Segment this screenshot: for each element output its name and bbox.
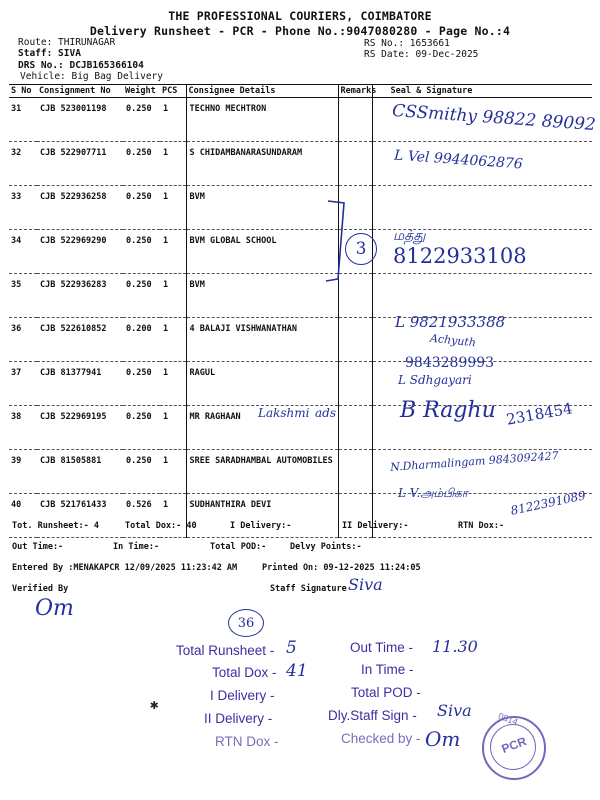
cell-weight: 0.250: [123, 186, 160, 230]
handwritten-signature-row-39: N.Dharmalingam 9843092427: [389, 449, 560, 474]
printed-on: Printed On: 09-12-2025 11:24:05: [262, 563, 421, 573]
cell-pcs: 1: [160, 142, 186, 186]
handwritten-signature-row-38: B Raghu: [400, 398, 496, 423]
verified-by: Verified By: [12, 584, 69, 594]
stamp-in-time: In Time -: [361, 662, 414, 677]
stamp-rtn-dox: RTN Dox -: [215, 734, 279, 749]
col-sno: S No: [9, 85, 37, 98]
col-pcs: PCS: [160, 85, 186, 98]
stamp-ii-delivery: II Delivery -: [204, 711, 273, 726]
cell-pcs: 1: [160, 406, 186, 450]
company-title: THE PROFESSIONAL COURIERS, COIMBATORE: [168, 9, 432, 23]
cell-consignee: S CHIDAMBANARASUNDARAM: [186, 142, 338, 186]
cell-remarks: [338, 98, 372, 142]
cell-remarks: [338, 406, 372, 450]
cell-weight: 0.250: [123, 406, 160, 450]
entered-by: Entered By :MENAKAPCR 12/09/2025 11:23:42 AM: [12, 563, 238, 573]
cell-remarks: [338, 362, 372, 406]
table-row: [9, 274, 592, 318]
staff-signature: Siva: [348, 575, 383, 594]
col-consignment: Consignment No: [37, 85, 123, 98]
col-seal-signature: Seal & Signature: [372, 85, 592, 98]
seal-ring-text: 0814: [496, 710, 520, 728]
drs-number: DRS No.: DCJB165366104: [18, 60, 144, 71]
pcr-seal: [482, 710, 546, 780]
cell-consignment: CJB 522907711: [37, 142, 123, 186]
cell-sno: 36: [9, 318, 37, 362]
handwritten-number-row-38: 2318454: [504, 399, 574, 429]
cell-pcs: 1: [160, 230, 186, 274]
handwritten-signature-row-31: CSSmithy 98822 89092: [391, 100, 597, 136]
cell-weight: 0.250: [123, 362, 160, 406]
total-runsheet: Tot. Runsheet:- 4: [12, 521, 99, 531]
staff-signature-label: Staff Signature: [270, 584, 347, 594]
staff: Staff: SIVA: [18, 48, 81, 59]
handwritten-tamil-row-34: மத்து: [393, 228, 426, 244]
cell-consignment: CJB 522969195: [37, 406, 123, 450]
cell-pcs: 1: [160, 274, 186, 318]
cell-weight: 0.250: [123, 450, 160, 494]
cell-weight: 0.250: [123, 98, 160, 142]
route: Route: THIRUNAGAR: [18, 37, 116, 48]
cell-weight: 0.250: [123, 142, 160, 186]
cell-consignee: BVM: [186, 274, 338, 318]
cell-pcs: 1: [160, 450, 186, 494]
verified-signature: Om: [35, 596, 74, 621]
cell-pcs: 1: [160, 494, 186, 538]
i-delivery: I Delivery:-: [230, 521, 292, 531]
cell-remarks: [338, 142, 372, 186]
ii-delivery: II Delivery:-: [342, 521, 409, 531]
cell-consignee: MR RAGHAAN: [186, 406, 338, 450]
handwritten-number-row-40: 8122391089: [509, 488, 587, 518]
cell-remarks: [338, 318, 372, 362]
cell-sno: 39: [9, 450, 37, 494]
handwritten-out-time: 11.30: [432, 637, 478, 656]
handwritten-total-dox: 41: [286, 661, 308, 681]
total-pod: Total POD:-: [210, 542, 267, 552]
cell-consignment: CJB 522969290: [37, 230, 123, 274]
delvy-points: Delvy Points:-: [290, 542, 362, 552]
stamp-dly-staff-sign: Dly.Staff Sign -: [328, 708, 417, 723]
cell-weight: 0.250: [123, 230, 160, 274]
rtn-dox: RTN Dox:-: [458, 521, 505, 531]
handwritten-note-row-38-b: ads: [315, 406, 336, 420]
col-consignee: Consignee Details: [186, 85, 338, 98]
vehicle: Vehicle: Big Bag Delivery: [20, 71, 163, 82]
circled-number-36: 36: [228, 609, 264, 637]
rs-number: RS No.: 1653661: [364, 38, 450, 49]
cell-pcs: 1: [160, 362, 186, 406]
handwritten-phone-row-34: 8122933108: [393, 244, 527, 268]
cell-consignment: CJB 523001198: [37, 98, 123, 142]
cell-consignment: CJB 522936283: [37, 274, 123, 318]
col-weight: Weight: [123, 85, 160, 98]
stamp-total-runsheet: Total Runsheet -: [176, 643, 275, 658]
handwritten-phone-row-37: 9843289993: [405, 355, 495, 371]
cell-sno: 35: [9, 274, 37, 318]
handwritten-name-row-36: Achyuth: [429, 331, 477, 350]
cell-consignment: CJB 522936258: [37, 186, 123, 230]
runsheet-table: [9, 84, 592, 538]
handwritten-dly-staff-sign: Siva: [437, 701, 472, 720]
table-row: [9, 362, 592, 406]
stamp-total-dox: Total Dox -: [212, 665, 277, 680]
table-header-row: [9, 85, 592, 98]
cell-sno: 34: [9, 230, 37, 274]
stamp-i-delivery: I Delivery -: [210, 688, 275, 703]
cell-sno: 31: [9, 98, 37, 142]
stamp-total-pod: Total POD -: [351, 685, 421, 700]
cell-consignment: CJB 81505881: [37, 450, 123, 494]
cell-consignee: RAGUL: [186, 362, 338, 406]
cell-sno: 38: [9, 406, 37, 450]
cell-pcs: 1: [160, 318, 186, 362]
stamp-checked-by: Checked by -: [341, 731, 421, 746]
seal-center-text: PCR: [499, 734, 529, 756]
cell-consignment: CJB 521761433: [37, 494, 123, 538]
cell-sno: 33: [9, 186, 37, 230]
in-time: In Time:-: [113, 542, 160, 552]
cell-sno: 40: [9, 494, 37, 538]
cell-sno: 37: [9, 362, 37, 406]
total-dox: Total Dox:- 40: [125, 521, 197, 531]
cell-sno: 32: [9, 142, 37, 186]
col-remarks: Remarks: [338, 85, 372, 98]
cell-pcs: 1: [160, 98, 186, 142]
cell-remarks: [338, 450, 372, 494]
cell-weight: 0.526: [123, 494, 160, 538]
cell-weight: 0.250: [123, 274, 160, 318]
stamp-out-time: Out Time -: [350, 640, 414, 655]
handwritten-signature-row-36: L 9821933388: [395, 313, 506, 331]
cell-weight: 0.200: [123, 318, 160, 362]
cell-consignee: SREE SARADHAMBAL AUTOMOBILES: [186, 450, 338, 494]
cell-consignment: CJB 81377941: [37, 362, 123, 406]
cell-signature: [372, 274, 592, 318]
bracket-mark-icon: [322, 195, 352, 285]
handwritten-signature-row-37: L Sdhgayari: [398, 373, 472, 387]
cell-consignee: TECHNO MECHTRON: [186, 98, 338, 142]
cell-consignee: BVM: [186, 186, 338, 230]
cell-consignee: BVM GLOBAL SCHOOL: [186, 230, 338, 274]
handwritten-note-row-38: Lakshmi: [258, 406, 310, 420]
handwritten-signature-row-32: L Vel 9944062876: [393, 147, 524, 173]
cell-pcs: 1: [160, 186, 186, 230]
handwritten-checked-by: Om: [425, 727, 461, 751]
handwritten-total-runsheet: 5: [286, 638, 297, 658]
cell-signature: [372, 186, 592, 230]
out-time: Out Time:-: [12, 542, 64, 552]
ink-mark-icon: ✱: [150, 697, 159, 713]
cell-consignee: SUDHANTHIRA DEVI: [186, 494, 338, 538]
handwritten-signature-row-40: L V.அம்பிகா: [398, 486, 469, 500]
rs-date: RS Date: 09-Dec-2025: [364, 49, 479, 60]
cell-consignment: CJB 522610852: [37, 318, 123, 362]
cell-consignee: 4 BALAJI VISHWANATHAN: [186, 318, 338, 362]
runsheet-subtitle: Delivery Runsheet - PCR - Phone No.:9047080280 - Page No.:4: [89, 24, 511, 38]
table-row: [9, 186, 592, 230]
circled-number-3: 3: [345, 233, 377, 265]
